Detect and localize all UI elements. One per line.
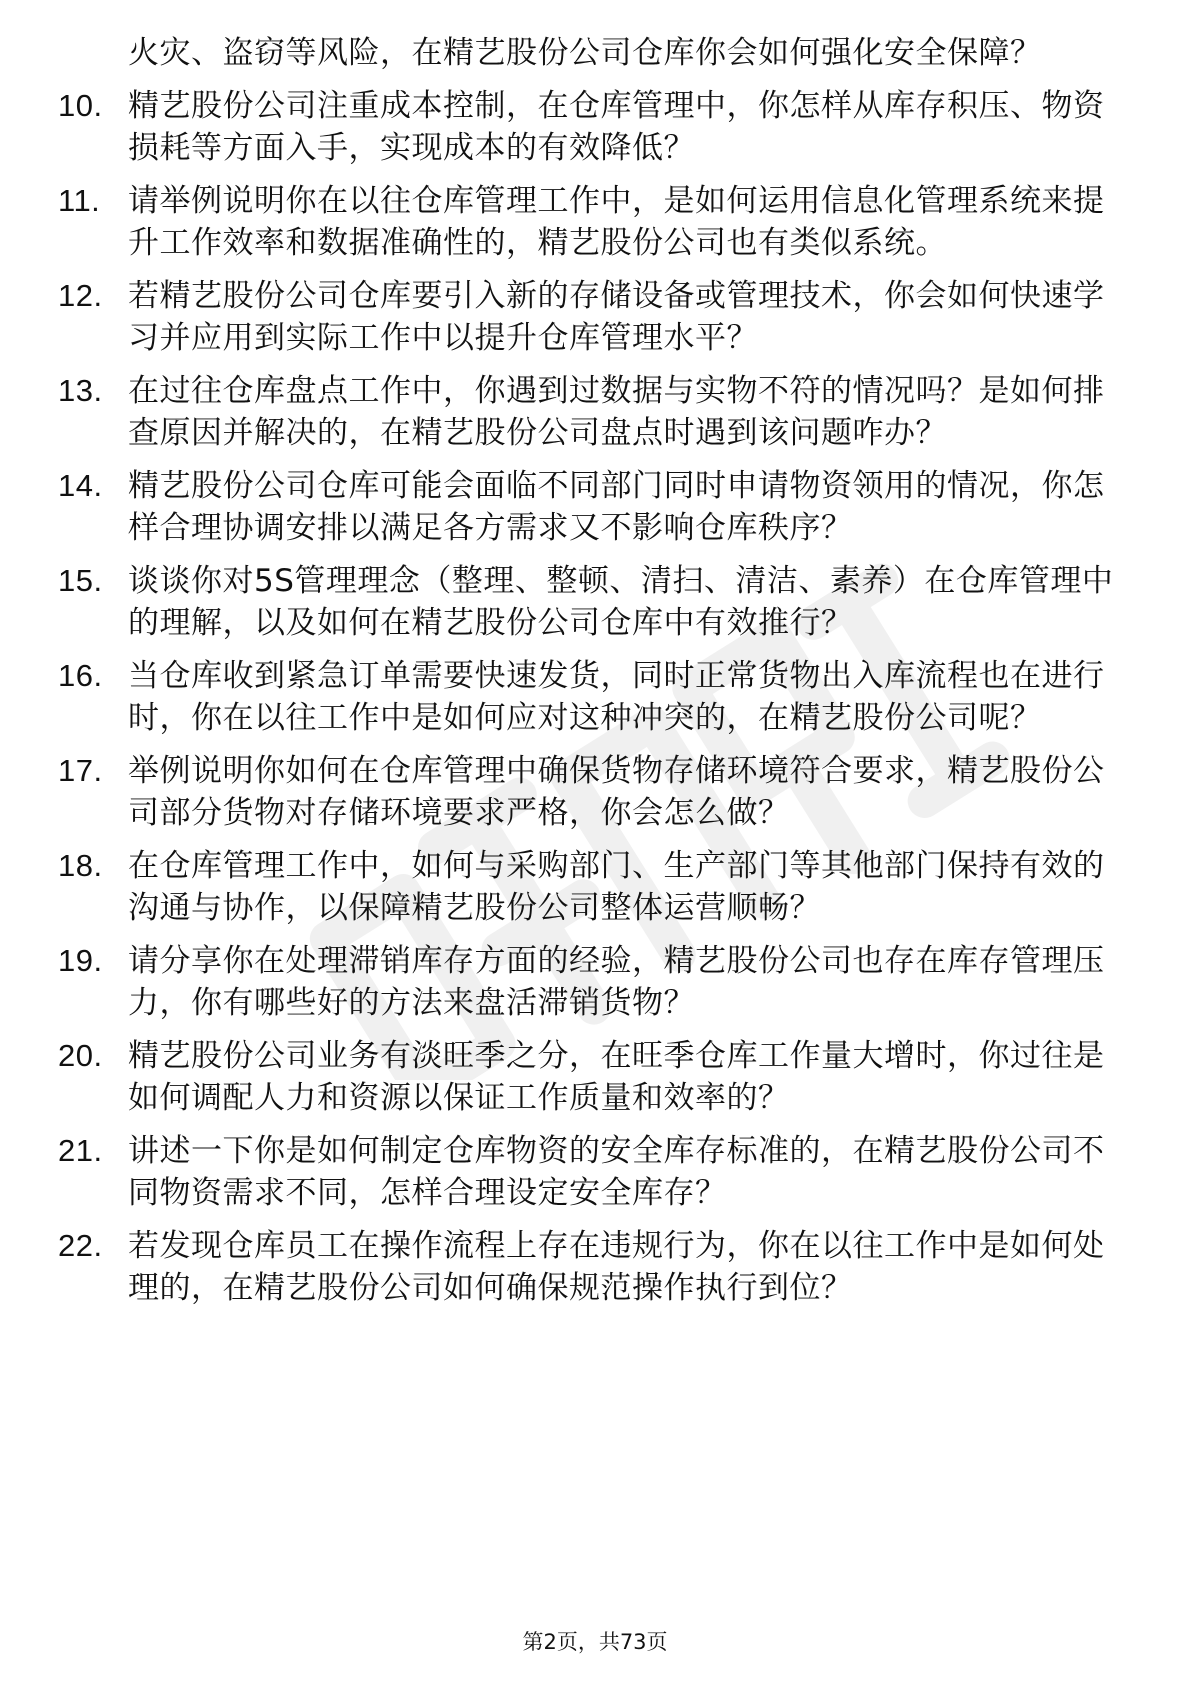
question-number: 20.: [58, 1038, 103, 1073]
question-text: 当仓库收到紧急订单需要快速发货，同时正常货物出入库流程也在进行时，你在以往工作中是如何应对这种冲突的，在精艺股份公司呢？: [128, 658, 1105, 736]
question-text: 精艺股份公司仓库可能会面临不同部门同时申请物资领用的情况，你怎样合理协调安排以满足各方需求又不影响仓库秩序？: [128, 468, 1105, 546]
question-number: 19.: [58, 943, 103, 978]
question-number: 15.: [58, 563, 103, 598]
question-number: 18.: [58, 848, 103, 883]
list-item: [0, 750, 1128, 834]
question-number: 13.: [58, 373, 103, 408]
list-item: [0, 1225, 1128, 1309]
list-item: [0, 1130, 1128, 1214]
question-text: 精艺股份公司业务有淡旺季之分，在旺季仓库工作量大增时，你过往是如何调配人力和资源以保证工作质量和效率的？: [128, 1038, 1105, 1116]
list-item: [0, 465, 1128, 549]
question-number: 14.: [58, 468, 103, 503]
question-text: 若发现仓库员工在操作流程上存在违规行为，你在以往工作中是如何处理的，在精艺股份公司如何确保规范操作执行到位？: [128, 1228, 1105, 1306]
list-item: [0, 85, 1128, 169]
question-text: 在过往仓库盘点工作中，你遇到过数据与实物不符的情况吗？是如何排查原因并解决的，在精艺股份公司盘点时遇到该问题咋办？: [128, 373, 1105, 451]
question-text: 举例说明你如何在仓库管理中确保货物存储环境符合要求，精艺股份公司部分货物对存储环境要求严格，你会怎么做？: [128, 753, 1105, 831]
list-item: [0, 180, 1128, 264]
question-text: 谈谈你对5S管理理念（整理、整顿、清扫、清洁、素养）在仓库管理中的理解，以及如何在精艺股份公司仓库中有效推行？: [128, 563, 1114, 641]
question-content: [0, 32, 1190, 1320]
question-number: 10.: [58, 88, 103, 123]
question-text: 在仓库管理工作中，如何与采购部门、生产部门等其他部门保持有效的沟通与协作，以保障精艺股份公司整体运营顺畅？: [128, 848, 1105, 926]
question-text: 讲述一下你是如何制定仓库物资的安全库存标准的，在精艺股份公司不同物资需求不同，怎样合理设定安全库存？: [128, 1133, 1105, 1211]
question-text: 若精艺股份公司仓库要引入新的存储设备或管理技术，你会如何快速学习并应用到实际工作中以提升仓库管理水平？: [128, 278, 1105, 356]
question-number: 16.: [58, 658, 103, 693]
question-number: 17.: [58, 753, 103, 788]
question-list: [0, 85, 1190, 1309]
question-text: 请分享你在处理滞销库存方面的经验，精艺股份公司也存在库存管理压力，你有哪些好的方法来盘活滞销货物？: [128, 943, 1105, 1021]
list-item: [0, 1035, 1128, 1119]
question-text: 精艺股份公司注重成本控制，在仓库管理中，你怎样从库存积压、物资损耗等方面入手，实现成本的有效降低？: [128, 88, 1105, 166]
page-footer: 第2页，共73页: [522, 1630, 668, 1654]
question-number: 22.: [58, 1228, 103, 1263]
list-item: [0, 275, 1128, 359]
list-item: [0, 940, 1128, 1024]
continuation-paragraph: 火灾、盗窃等风险，在精艺股份公司仓库你会如何强化安全保障？: [128, 35, 1042, 71]
list-item: [0, 655, 1128, 739]
question-number: 11.: [58, 183, 101, 218]
question-number: 21.: [58, 1133, 103, 1168]
question-number: 12.: [58, 278, 103, 313]
question-text: 请举例说明你在以往仓库管理工作中，是如何运用信息化管理系统来提升工作效率和数据准确性的，精艺股份公司也有类似系统。: [128, 183, 1105, 261]
list-item: [0, 845, 1128, 929]
list-item: [0, 560, 1128, 644]
list-item: [0, 370, 1128, 454]
